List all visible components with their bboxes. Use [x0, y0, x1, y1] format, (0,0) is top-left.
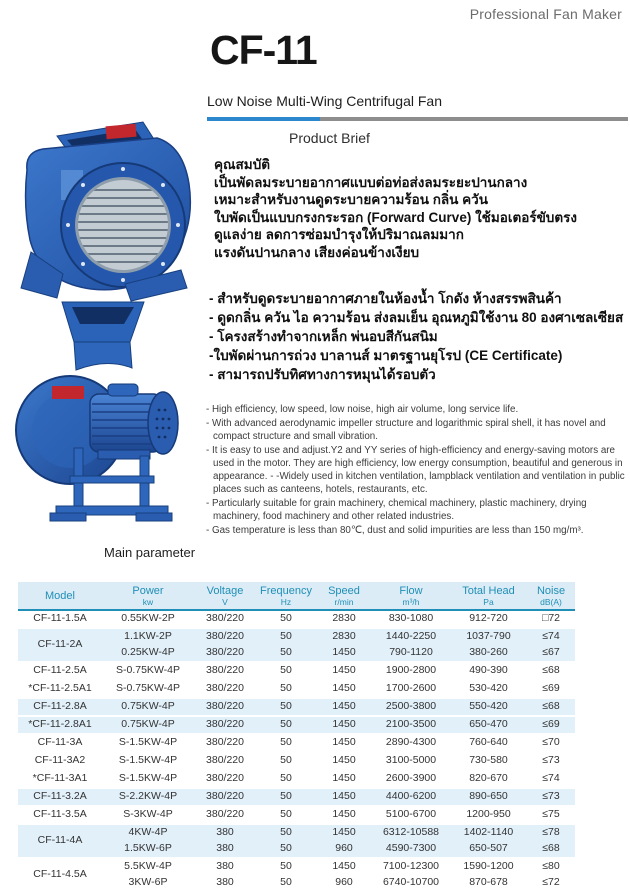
- thai-bullet-item: - สามารถปรับทิศทางการหมุนได้รอบตัว: [209, 367, 436, 382]
- value-cell: ≤80: [527, 858, 575, 875]
- value-cell: 1402-1140: [450, 824, 527, 841]
- value-cell: ≤78: [527, 824, 575, 841]
- value-cell: 1200-950: [450, 806, 527, 824]
- value-cell: 380/220: [194, 662, 256, 680]
- product-brief-label: Product Brief: [289, 130, 370, 146]
- table-row: [18, 645, 575, 662]
- column-header: [450, 582, 527, 610]
- model-cell: CF-11-3A2: [18, 752, 102, 770]
- value-cell: 2890-4300: [372, 734, 450, 752]
- value-cell: ≤68: [527, 698, 575, 716]
- value-cell: 0.75KW-4P: [102, 698, 194, 716]
- column-header: [256, 582, 316, 610]
- thai-feature-line: เหมาะสำหรับงานดูดระบายความร้อน กลิ่น ควัน: [214, 192, 488, 208]
- value-cell: 50: [256, 662, 316, 680]
- column-label: Speed: [328, 585, 360, 597]
- section-divider: [207, 117, 628, 121]
- thai-bullet-item: - สำหรับดูดระบายอากาศภายในห้องน้ำ โกดัง ห้างสรรพสินค้า: [209, 291, 562, 306]
- column-unit: m³/h: [402, 597, 420, 607]
- value-cell: 890-650: [450, 788, 527, 806]
- thai-bullet-item: - ดูดกลิ่น ควัน ไอ ความร้อน ส่งลมเย็น อุณหภูมิใช้งาน 80 องศาเซลเซียส: [209, 310, 624, 325]
- value-cell: 1700-2600: [372, 680, 450, 698]
- value-cell: S-1.5KW-4P: [102, 770, 194, 788]
- value-cell: 6740-10700: [382, 876, 440, 889]
- thai-feature-line: ใบพัดเป็นแบบกรงกระรอก (Forward Curve) ใช้มอเตอร์ขับตรง: [214, 209, 577, 225]
- value-cell: 1590-1200: [450, 858, 527, 875]
- fan-motor-photo: [12, 298, 188, 534]
- value-cell: 1037-790: [450, 628, 527, 645]
- column-unit: r/min: [334, 597, 354, 607]
- table-row: [18, 628, 575, 645]
- value-cell: 0.55KW-2P: [121, 612, 175, 625]
- value-cell: 50: [280, 612, 292, 625]
- table-row: [18, 875, 575, 891]
- table-row: [18, 734, 575, 752]
- column-header: [194, 582, 256, 610]
- value-cell: 1450: [316, 698, 372, 716]
- model-cell: CF-11-3.5A: [18, 806, 102, 824]
- column-unit: kw: [142, 597, 154, 607]
- value-cell: 50: [256, 788, 316, 806]
- model-cell: CF-11-3.2A: [18, 788, 102, 806]
- column-label: Voltage: [206, 585, 244, 597]
- column-label: Power: [132, 585, 164, 597]
- value-cell: 2830: [316, 628, 372, 645]
- value-cell: 380/220: [194, 806, 256, 824]
- value-cell: S-3KW-4P: [102, 806, 194, 824]
- value-cell: 380/220: [194, 698, 256, 716]
- column-unit: V: [222, 597, 228, 607]
- value-cell: 1450: [316, 788, 372, 806]
- value-cell: 490-390: [450, 662, 527, 680]
- page-title: CF-11: [210, 27, 317, 73]
- column-unit: Pa: [483, 597, 494, 607]
- model-cell: *CF-11-3A1: [18, 770, 102, 788]
- thai-features-heading: คุณสมบัติ: [214, 157, 271, 172]
- value-cell: 50: [256, 645, 316, 662]
- value-cell: ≤69: [527, 716, 575, 734]
- value-cell: 1450: [316, 752, 372, 770]
- value-cell: 1450: [316, 734, 372, 752]
- value-cell: 830-1080: [388, 612, 434, 625]
- value-cell: 870-678: [469, 876, 508, 889]
- value-cell: 380/220: [194, 680, 256, 698]
- value-cell: 50: [256, 858, 316, 875]
- value-cell: 730-580: [450, 752, 527, 770]
- value-cell: 50: [256, 806, 316, 824]
- thai-feature-line: เป็นพัดลมระบายอากาศแบบต่อท่อส่งลมระยะปานกลาง: [214, 174, 528, 190]
- brand-text: Professional Fan Maker: [469, 6, 622, 22]
- value-cell: 960: [335, 876, 353, 889]
- product-subtitle: Low Noise Multi-Wing Centrifugal Fan: [207, 93, 442, 109]
- value-cell: 50: [256, 841, 316, 858]
- fan-inlet-illustration: [5, 112, 197, 302]
- value-cell: 5.5KW-4P: [102, 858, 194, 875]
- column-label: Frequency: [260, 585, 312, 597]
- value-cell: 380: [194, 858, 256, 875]
- column-header: [527, 582, 575, 610]
- value-cell: 380/220: [194, 734, 256, 752]
- value-cell: 760-640: [450, 734, 527, 752]
- value-cell: 380/220: [194, 788, 256, 806]
- value-cell: 2100-3500: [372, 716, 450, 734]
- parameter-table: [18, 582, 575, 891]
- value-cell: ≤73: [527, 788, 575, 806]
- table-row: [18, 788, 575, 806]
- value-cell: 4590-7300: [372, 841, 450, 858]
- model-cell: *CF-11-2.5A1: [18, 680, 102, 698]
- value-cell: 2830: [332, 612, 356, 625]
- column-label: Total Head: [462, 585, 515, 597]
- value-cell: 530-420: [450, 680, 527, 698]
- thai-feature-line: ดูแลง่าย ลดการซ่อมบำรุงให้ปริมาณลมมาก: [214, 227, 464, 243]
- value-cell: 380/220: [194, 645, 256, 662]
- model-cell: CF-11-2.8A: [18, 698, 102, 716]
- value-cell: 380/220: [206, 612, 244, 625]
- value-cell: 912-720: [469, 612, 508, 625]
- value-cell: 0.25KW-4P: [102, 645, 194, 662]
- value-cell: 50: [256, 734, 316, 752]
- value-cell: 380: [194, 841, 256, 858]
- thai-bullet-list: [209, 289, 627, 384]
- value-cell: 50: [256, 680, 316, 698]
- table-row: [18, 698, 575, 716]
- column-label: Model: [45, 590, 75, 602]
- table-row: [18, 806, 575, 824]
- value-cell: 650-507: [450, 841, 527, 858]
- fan-inlet-photo: [5, 112, 197, 302]
- model-cell: *CF-11-2.8A1: [18, 716, 102, 734]
- value-cell: 7100-12300: [372, 858, 450, 875]
- thai-features-lines: [214, 174, 624, 262]
- column-unit: dB(A): [540, 597, 562, 607]
- value-cell: 4KW-4P: [102, 824, 194, 841]
- value-cell: 790-1120: [372, 645, 450, 662]
- value-cell: 1900-2800: [372, 662, 450, 680]
- value-cell: 50: [280, 876, 292, 889]
- value-cell: ≤67: [527, 645, 575, 662]
- value-cell: 550-420: [450, 698, 527, 716]
- value-cell: ≤69: [527, 680, 575, 698]
- value-cell: 1.5KW-6P: [102, 841, 194, 858]
- value-cell: 380/220: [194, 628, 256, 645]
- value-cell: 380/220: [194, 752, 256, 770]
- value-cell: 50: [256, 752, 316, 770]
- fan-motor-illustration: [12, 298, 188, 534]
- table-row: [18, 858, 575, 875]
- value-cell: S-0.75KW-4P: [102, 680, 194, 698]
- value-cell: 380: [194, 824, 256, 841]
- thai-features-block: [214, 156, 624, 262]
- value-cell: 380-260: [450, 645, 527, 662]
- divider-accent-segment: [207, 117, 320, 121]
- value-cell: 380/220: [194, 770, 256, 788]
- table-row: [18, 716, 575, 734]
- table-row: [18, 680, 575, 698]
- value-cell: S-1.5KW-4P: [102, 734, 194, 752]
- value-cell: 50: [256, 628, 316, 645]
- column-header: [18, 582, 102, 610]
- value-cell: 380/220: [194, 716, 256, 734]
- model-cell: CF-11-4A: [18, 824, 102, 858]
- value-cell: □72: [541, 612, 561, 625]
- english-bullet-item: - It is easy to use and adjust.Y2 and YY series of high-efficiency and energy-saving motors are used in the motor. They are high efficiency, low energy consumption, beautiful and generous in appearance. - -Widely used in kitchen ventilation, lampblack ventilation and ventilation in public places such as canteens, hotels, restaurants, etc.: [206, 444, 625, 496]
- parameter-table-body: [18, 610, 575, 891]
- column-header: [102, 582, 194, 610]
- value-cell: 1440-2250: [372, 628, 450, 645]
- table-row: [18, 824, 575, 841]
- column-label: Noise: [536, 585, 566, 597]
- value-cell: 1450: [316, 824, 372, 841]
- model-cell: CF-11-3A: [18, 734, 102, 752]
- english-bullet-item: - Particularly suitable for grain machinery, chemical machinery, plastic machinery, drying machinery, food machinery and other related industries.: [206, 497, 587, 523]
- value-cell: 380: [216, 876, 234, 889]
- value-cell: 50: [256, 698, 316, 716]
- value-cell: ≤68: [527, 841, 575, 858]
- value-cell: 2600-3900: [372, 770, 450, 788]
- value-cell: ≤74: [527, 628, 575, 645]
- value-cell: S-0.75KW-4P: [102, 662, 194, 680]
- column-unit: Hz: [280, 597, 292, 607]
- value-cell: 1450: [316, 770, 372, 788]
- model-cell: CF-11-2.5A: [18, 662, 102, 680]
- main-parameter-label: Main parameter: [104, 545, 196, 560]
- value-cell: 6312-10588: [372, 824, 450, 841]
- value-cell: ≤68: [527, 662, 575, 680]
- value-cell: 1450: [316, 680, 372, 698]
- value-cell: 1450: [316, 806, 372, 824]
- column-header: [316, 582, 372, 610]
- english-bullet-list: [206, 403, 630, 538]
- value-cell: 1450: [316, 858, 372, 875]
- table-row: [18, 662, 575, 680]
- value-cell: 820-670: [450, 770, 527, 788]
- column-header: [372, 582, 450, 610]
- value-cell: 4400-6200: [372, 788, 450, 806]
- english-bullet-item: - With advanced aerodynamic impeller structure and logarithmic spiral shell, it has novel and compact structure and small vibration.: [206, 417, 606, 442]
- value-cell: ≤75: [527, 806, 575, 824]
- value-cell: 1450: [316, 662, 372, 680]
- english-bullet-item: - High efficiency, low speed, low noise, high air volume, long service life.: [206, 404, 519, 415]
- model-cell: CF-11-4.5A: [18, 858, 102, 891]
- thai-feature-line: แรงดันปานกลาง เสียงค่อนข้างเงียบ: [214, 244, 420, 260]
- value-cell: 0.75KW-4P: [102, 716, 194, 734]
- column-label: Flow: [399, 585, 423, 597]
- english-bullet-item: - Gas temperature is less than 80℃, dust and solid impurities are less than 150 mg/m³.: [206, 524, 584, 536]
- value-cell: 50: [256, 770, 316, 788]
- value-cell: 2500-3800: [372, 698, 450, 716]
- value-cell: ≤74: [527, 770, 575, 788]
- table-row: [18, 610, 575, 628]
- value-cell: 960: [316, 841, 372, 858]
- value-cell: 1450: [316, 645, 372, 662]
- table-row: [18, 752, 575, 770]
- thai-bullet-item: - โครงสร้างทำจากเหล็ก พ่นอบสีกันสนิม: [209, 329, 438, 344]
- value-cell: 3KW-6P: [128, 876, 168, 889]
- table-row: [18, 841, 575, 858]
- value-cell: 50: [256, 716, 316, 734]
- value-cell: 5100-6700: [372, 806, 450, 824]
- model-cell: CF-11-2A: [18, 628, 102, 662]
- value-cell: 50: [256, 824, 316, 841]
- value-cell: 3100-5000: [372, 752, 450, 770]
- table-row: [18, 770, 575, 788]
- model-cell: CF-11-1.5A: [33, 612, 87, 625]
- value-cell: 650-470: [450, 716, 527, 734]
- value-cell: 1.1KW-2P: [102, 628, 194, 645]
- parameter-table-head: [18, 582, 575, 610]
- value-cell: ≤73: [527, 752, 575, 770]
- value-cell: S-2.2KW-4P: [102, 788, 194, 806]
- value-cell: ≤72: [542, 876, 560, 889]
- value-cell: S-1.5KW-4P: [102, 752, 194, 770]
- value-cell: 1450: [316, 716, 372, 734]
- thai-bullet-item: -ใบพัดผ่านการถ่วง บาลานส์ มาตรฐานยุโรป (CE Certificate): [209, 348, 563, 363]
- value-cell: ≤70: [527, 734, 575, 752]
